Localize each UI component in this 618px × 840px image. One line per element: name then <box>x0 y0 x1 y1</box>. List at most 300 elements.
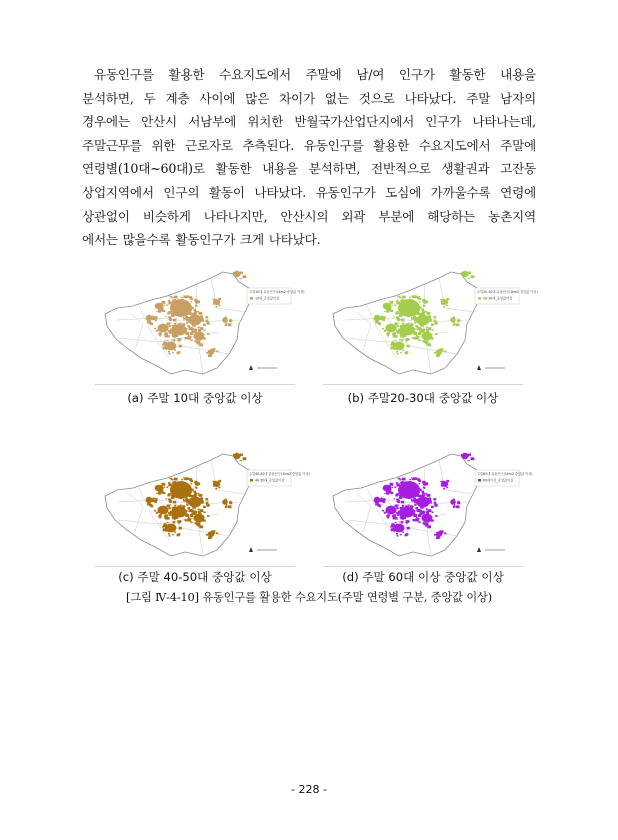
activity-cell <box>161 306 163 308</box>
caption-divider <box>95 384 295 385</box>
activity-cell <box>429 319 432 322</box>
activity-cell <box>185 328 188 330</box>
activity-cell <box>400 489 403 492</box>
activity-cell <box>190 522 192 523</box>
activity-cell <box>179 527 182 530</box>
activity-cell <box>457 320 460 323</box>
activity-cell <box>440 349 443 352</box>
activity-cell <box>406 508 409 510</box>
activity-cell <box>433 498 436 500</box>
activity-cell <box>169 535 171 537</box>
activity-cell <box>465 273 467 275</box>
activity-cell <box>199 316 203 319</box>
activity-cell <box>426 514 430 517</box>
activity-cell <box>172 335 174 337</box>
activity-cell <box>185 311 188 313</box>
activity-cell <box>199 513 201 515</box>
activity-cell <box>203 324 206 326</box>
activity-cell <box>456 505 460 508</box>
activity-cell <box>453 317 455 319</box>
activity-cell <box>167 505 170 508</box>
activity-cell <box>159 335 161 336</box>
activity-cell <box>417 327 421 330</box>
scale-bar <box>249 365 277 370</box>
activity-cell <box>225 499 227 501</box>
activity-cell <box>402 505 405 507</box>
activity-cell <box>395 340 397 341</box>
activity-cell <box>395 494 398 496</box>
activity-cell <box>392 334 393 335</box>
activity-cell <box>441 302 445 305</box>
body-paragraph <box>82 63 536 252</box>
activity-cell <box>413 319 414 320</box>
legend-swatch <box>478 297 481 300</box>
activity-cell <box>401 494 405 497</box>
activity-cell <box>392 523 395 525</box>
activity-cell <box>402 323 405 325</box>
activity-cell <box>174 519 175 520</box>
activity-cell <box>411 317 412 318</box>
activity-cell <box>175 517 178 520</box>
activity-cell <box>163 507 167 510</box>
activity-cell <box>446 298 449 300</box>
activity-cell <box>387 508 389 509</box>
activity-cell <box>382 510 384 512</box>
activity-cell <box>177 299 178 300</box>
activity-cell <box>468 273 470 274</box>
activity-cell <box>446 487 448 489</box>
activity-cell <box>409 481 412 484</box>
activity-cell <box>427 316 431 319</box>
activity-cell <box>171 495 173 497</box>
activity-cell <box>162 526 164 528</box>
activity-cell <box>181 487 183 489</box>
activity-cell <box>162 344 164 346</box>
activity-cell <box>168 300 170 302</box>
activity-cell <box>195 511 197 513</box>
legend-item: 40-50대_중앙값이상 <box>255 478 285 483</box>
activity-cell <box>411 295 412 296</box>
activity-cell <box>194 311 197 314</box>
activity-cell <box>190 340 192 341</box>
activity-cell <box>421 309 424 311</box>
activity-cell <box>167 335 170 337</box>
activity-cell <box>387 326 389 327</box>
activity-cell <box>169 353 171 355</box>
activity-cell <box>179 313 183 316</box>
activity-cell <box>214 481 217 484</box>
activity-cell <box>206 504 208 505</box>
activity-cell <box>168 351 170 353</box>
activity-cell <box>413 493 416 495</box>
activity-cell <box>396 533 398 535</box>
activity-cell <box>411 487 412 488</box>
city-boundary <box>105 272 251 374</box>
legend-title: 주말40-50대 유동인구(1km2 중앙값 이상) <box>249 472 310 476</box>
activity-cell <box>421 496 422 497</box>
activity-cell <box>400 534 402 535</box>
activity-cell <box>426 504 428 506</box>
activity-cell <box>403 517 406 520</box>
activity-cell <box>172 517 174 519</box>
activity-cell <box>384 330 387 332</box>
activity-cell <box>243 457 247 460</box>
activity-cell <box>423 340 425 342</box>
activity-cell <box>183 499 184 500</box>
activity-cell <box>173 319 176 322</box>
activity-cell <box>422 318 425 321</box>
activity-cell <box>427 331 429 333</box>
activity-cell <box>389 306 391 308</box>
activity-cell <box>165 316 166 317</box>
activity-cell <box>441 484 445 487</box>
activity-cell <box>396 351 398 353</box>
activity-cell <box>390 344 392 346</box>
activity-cell <box>421 314 422 315</box>
activity-cell <box>195 482 199 485</box>
activity-cell <box>156 311 157 312</box>
body-line: 주말근무를 위한 근로자로 추측된다. 유동인구를 활용한 수요지도에서 주말에 <box>82 137 536 153</box>
activity-cell <box>471 275 475 278</box>
legend-swatch <box>250 297 253 300</box>
activity-cell <box>194 500 197 503</box>
activity-cell <box>400 352 402 353</box>
activity-cell <box>400 325 403 327</box>
activity-cell <box>413 331 415 333</box>
activity-cell <box>420 500 423 502</box>
activity-cell <box>469 460 470 461</box>
activity-cell <box>397 331 399 333</box>
activity-cell <box>401 299 404 301</box>
activity-cell <box>191 310 192 311</box>
activity-cell <box>185 501 186 502</box>
activity-cell <box>208 355 211 357</box>
activity-cell <box>431 520 434 522</box>
activity-cell <box>195 329 197 331</box>
activity-cell <box>172 352 174 353</box>
activity-cell <box>419 502 422 504</box>
legend-title: 주말10대 유동인구(1km2 중앙값 이상) <box>249 290 305 294</box>
activity-cell <box>411 305 412 306</box>
activity-cell <box>191 502 194 504</box>
activity-cell <box>397 317 399 319</box>
activity-cell <box>147 318 149 319</box>
activity-cell <box>164 334 165 335</box>
activity-cell <box>398 319 400 321</box>
activity-cell <box>154 328 156 330</box>
north-arrow-icon <box>249 547 253 552</box>
activity-cell <box>407 495 411 498</box>
activity-cell <box>393 514 396 516</box>
activity-cell <box>205 498 208 500</box>
activity-cell <box>468 455 470 456</box>
activity-cell <box>154 316 158 319</box>
activity-cell <box>174 350 176 351</box>
activity-cell <box>432 512 434 514</box>
activity-cell <box>389 488 391 490</box>
activity-cell <box>398 323 399 324</box>
activity-cell <box>168 524 170 525</box>
legend-swatch <box>250 479 253 482</box>
activity-cell <box>378 318 380 319</box>
activity-cell <box>226 323 228 325</box>
activity-cell <box>158 493 161 495</box>
activity-cell <box>185 513 187 515</box>
activity-cell <box>169 331 171 333</box>
activity-cell <box>420 506 423 509</box>
activity-cell <box>424 487 426 489</box>
activity-cell <box>386 510 390 513</box>
activity-cell <box>165 332 168 334</box>
activity-cell <box>166 305 168 307</box>
activity-cell <box>413 311 416 313</box>
activity-cell <box>168 482 170 484</box>
activity-cell <box>393 498 394 499</box>
activity-cell <box>170 319 172 321</box>
activity-cell <box>384 493 385 494</box>
activity-cell <box>414 490 417 493</box>
activity-cell <box>409 479 411 481</box>
activity-cell <box>178 508 181 510</box>
activity-cell <box>189 509 193 512</box>
activity-cell <box>150 318 152 319</box>
activity-cell <box>387 517 389 518</box>
activity-cell <box>167 522 169 523</box>
activity-cell <box>186 316 188 318</box>
activity-cell <box>390 330 391 331</box>
activity-cell <box>165 514 168 516</box>
activity-cell <box>193 491 196 493</box>
activity-cell <box>169 513 171 515</box>
activity-cell <box>428 336 430 338</box>
activity-cell <box>185 519 188 521</box>
activity-cell <box>405 534 408 537</box>
activity-cell <box>440 531 443 534</box>
activity-cell <box>169 499 171 501</box>
activity-cell <box>386 311 389 313</box>
activity-cell <box>228 323 232 326</box>
activity-cell <box>162 483 166 486</box>
activity-cell <box>413 519 416 521</box>
activity-cell <box>406 329 410 332</box>
activity-cell <box>149 322 152 325</box>
activity-cell <box>414 322 416 324</box>
subcaption-c: (c) 주말 40-50대 중앙값 이상 <box>118 570 272 584</box>
activity-cell <box>206 352 208 354</box>
north-arrow-icon <box>477 547 481 552</box>
activity-cell <box>177 534 180 537</box>
activity-cell <box>417 296 420 299</box>
activity-cell <box>189 305 191 306</box>
activity-cell <box>417 518 420 520</box>
activity-cell <box>423 329 425 331</box>
map-legend <box>247 470 310 486</box>
activity-cell <box>163 528 167 531</box>
activity-cell <box>422 493 425 496</box>
activity-cell <box>194 493 197 496</box>
activity-cell <box>412 324 414 326</box>
north-arrow-icon <box>249 365 253 370</box>
activity-cell <box>465 455 467 457</box>
activity-cell <box>191 320 194 322</box>
activity-cell <box>375 316 378 318</box>
activity-cell <box>172 343 174 344</box>
activity-cell <box>168 533 170 535</box>
map-legend <box>475 288 538 304</box>
activity-cell <box>152 316 154 318</box>
activity-cell <box>393 316 394 317</box>
activity-cell <box>396 342 398 343</box>
activity-cell <box>172 534 174 535</box>
activity-cell <box>398 505 399 506</box>
activity-cell <box>163 325 167 328</box>
activity-cell <box>175 512 176 513</box>
activity-cell <box>413 510 416 512</box>
activity-cell <box>468 460 469 461</box>
activity-cell <box>446 480 449 482</box>
activity-cell <box>229 320 232 323</box>
activity-cell <box>454 323 456 325</box>
activity-cell <box>177 481 178 482</box>
activity-cell <box>159 517 161 518</box>
activity-cell <box>386 493 389 495</box>
activity-cell <box>177 329 179 330</box>
activity-cell <box>216 532 218 534</box>
activity-cell <box>444 350 446 352</box>
activity-cell <box>215 306 217 308</box>
legend-item: 20-30대_중앙값이상 <box>483 296 513 301</box>
activity-cell <box>203 506 206 508</box>
activity-cell <box>198 322 200 324</box>
page-number: - 228 - <box>291 783 327 796</box>
legend-title: 주말20-30대 유동인구(1km2 중앙값 이상) <box>477 290 538 294</box>
activity-cell <box>199 343 203 346</box>
activity-cell <box>413 513 415 515</box>
activity-cell <box>168 342 170 343</box>
activity-cell <box>181 479 183 481</box>
activity-cell <box>392 516 393 517</box>
activity-cell <box>423 482 427 485</box>
activity-cell <box>184 324 186 326</box>
activity-cell <box>442 299 445 302</box>
activity-cell <box>394 305 396 307</box>
activity-cell <box>185 510 188 512</box>
activity-cell <box>412 506 414 508</box>
body-line: 분석하면, 두 계층 사이에 많은 차이가 없는 것으로 나타났다. 주말 남자의 <box>82 90 536 106</box>
activity-cell <box>165 498 166 499</box>
activity-cell <box>431 506 434 508</box>
activity-cell <box>396 302 400 305</box>
activity-cell <box>158 328 162 331</box>
activity-cell <box>395 335 398 337</box>
city-boundary <box>333 272 479 374</box>
activity-cell <box>414 504 416 506</box>
activity-cell <box>225 317 227 319</box>
activity-cell <box>159 326 161 327</box>
activity-cell <box>169 343 171 345</box>
map-panel-b <box>323 248 548 384</box>
activity-cell <box>156 512 159 514</box>
activity-cell <box>173 299 176 301</box>
map-panel-a <box>95 248 320 384</box>
activity-cell <box>164 341 167 343</box>
activity-cell <box>409 305 411 307</box>
activity-cell <box>171 297 173 299</box>
legend-swatch <box>478 479 481 482</box>
activity-cell <box>393 332 396 334</box>
activity-cell <box>199 312 203 315</box>
activity-cell <box>172 489 175 492</box>
activity-cell <box>218 305 220 307</box>
activity-cell <box>426 327 428 329</box>
activity-cell <box>240 278 241 279</box>
activity-cell <box>436 537 439 539</box>
activity-cell <box>403 335 406 338</box>
activity-cell <box>240 273 242 274</box>
activity-cell <box>413 501 414 502</box>
activity-cell <box>154 498 158 501</box>
activity-cell <box>406 520 410 523</box>
activity-cell <box>427 494 431 497</box>
activity-cell <box>189 327 193 330</box>
activity-cell <box>158 490 160 492</box>
activity-cell <box>417 509 421 512</box>
activity-cell <box>218 298 221 300</box>
activity-cell <box>147 316 150 318</box>
activity-cell <box>400 307 403 310</box>
activity-cell <box>436 355 439 357</box>
activity-cell <box>168 507 171 509</box>
activity-cell <box>443 488 445 490</box>
activity-cell <box>162 512 163 513</box>
activity-cell <box>172 307 175 310</box>
activity-cell <box>185 493 188 495</box>
activity-cell <box>195 522 197 524</box>
activity-cell <box>186 498 188 500</box>
activity-cell <box>406 511 410 514</box>
activity-cell <box>186 477 189 480</box>
activity-cell <box>199 331 201 333</box>
activity-cell <box>189 296 192 299</box>
activity-cell <box>407 345 410 348</box>
activity-cell <box>198 327 200 329</box>
activity-cell <box>423 513 425 515</box>
activity-cell <box>414 295 417 298</box>
activity-cell <box>431 324 434 326</box>
activity-cell <box>396 524 398 525</box>
activity-cell <box>186 490 189 493</box>
activity-cell <box>178 489 179 490</box>
activity-cell <box>386 308 388 310</box>
activity-cell <box>405 511 407 512</box>
activity-cell <box>402 519 403 520</box>
activity-cell <box>407 313 411 316</box>
activity-cell <box>432 330 434 332</box>
activity-cell <box>173 501 176 504</box>
activity-cell <box>174 478 176 480</box>
activity-cell <box>415 507 418 509</box>
activity-cell <box>199 525 203 528</box>
activity-cell <box>150 500 152 501</box>
activity-cell <box>457 502 460 505</box>
activity-cell <box>212 349 215 352</box>
activity-cell <box>181 299 184 302</box>
activity-cell <box>403 330 404 331</box>
activity-cell <box>435 515 437 517</box>
activity-cell <box>414 316 416 318</box>
activity-cell <box>186 504 188 506</box>
activity-cell <box>382 498 386 501</box>
